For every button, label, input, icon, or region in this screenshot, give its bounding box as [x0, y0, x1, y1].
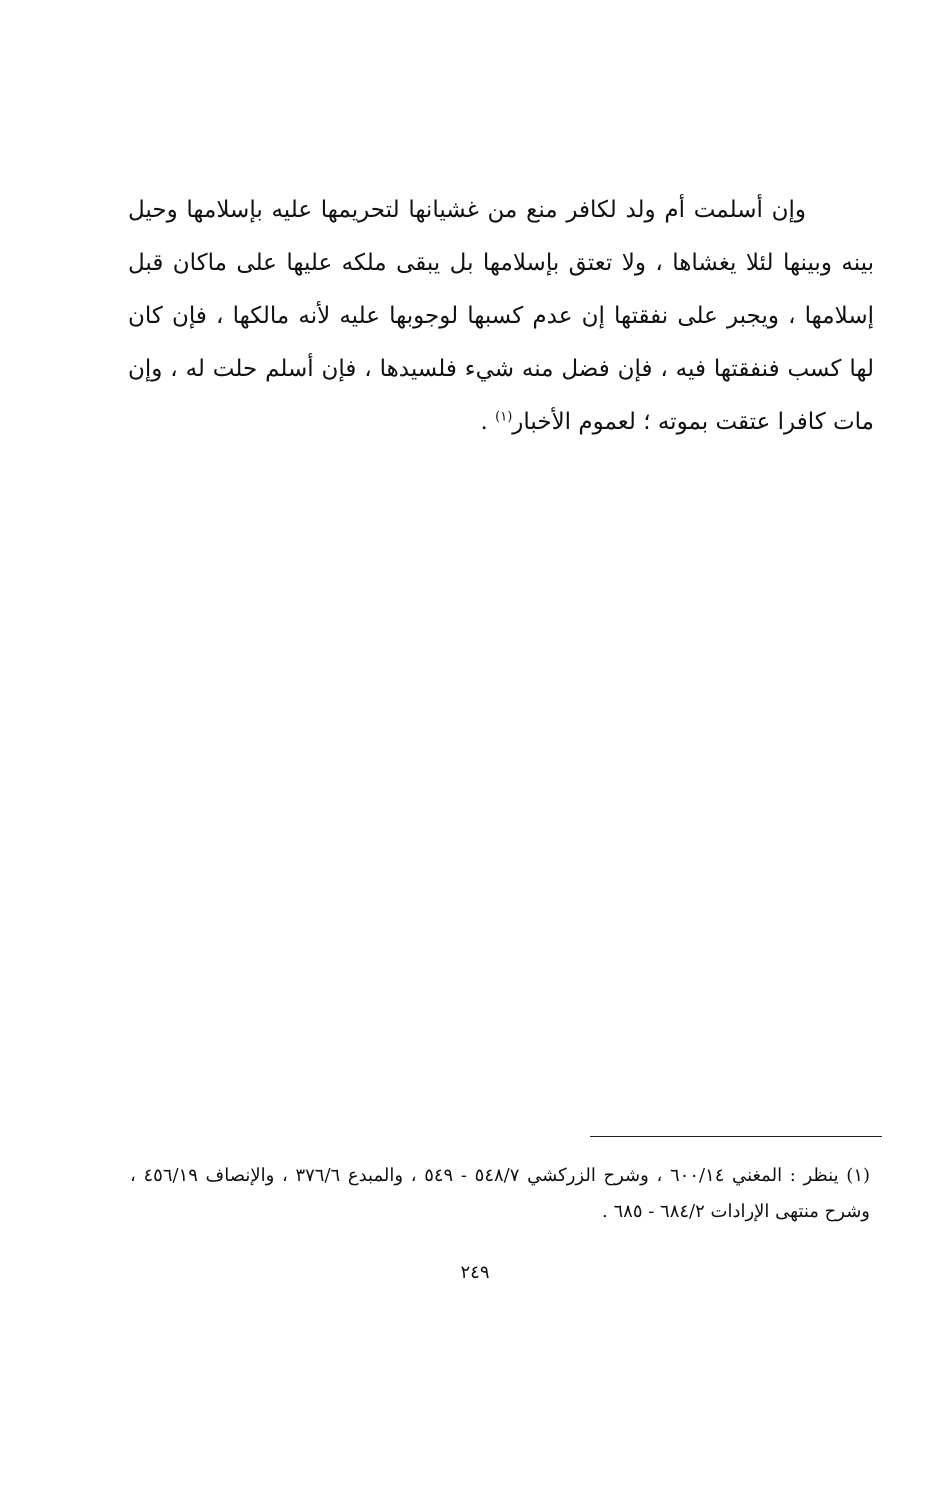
body-paragraph [128, 184, 874, 449]
paragraph-end: . [480, 409, 496, 435]
footnotes-block [130, 1158, 870, 1230]
footnote-reference[interactable]: (١) [495, 409, 513, 425]
main-text-block [128, 184, 874, 449]
footnote-1: (١) ينظر : المغني ٦٠٠/١٤ ، وشرح الزركشي ٥٤٨/٧ - ٥٤٩ ، والمبدع ٣٧٦/٦ ، والإنصاف ٤٥٦/١٩ ، وشرح منتهى الإرادات ٦٨٤/٢ - ٦٨٥ . [130, 1165, 871, 1222]
page-number: ٢٤٩ [460, 1262, 490, 1283]
footnote-separator [590, 1136, 882, 1137]
paragraph-text: وإن أسلمت أم ولد لكافر منع من غشيانها لتحريمها عليه بإسلامها وحيل بينه وبينها لئلا يغشاها ، ولا تعتق بإسلامها بل يبقى ملكه عليها على ماكان قبل إسلامها ، ويجبر على نفقتها إن عدم كسبها لوجوبها عليه لأنه مالكها ، فإن كان لها كسب فنفقتها فيه ، فإن فضل منه شيء فلسيدها ، فإن أسلم حلت له ، وإن مات كافرا عتقت بموته ؛ لعموم الأخبار [128, 197, 874, 435]
